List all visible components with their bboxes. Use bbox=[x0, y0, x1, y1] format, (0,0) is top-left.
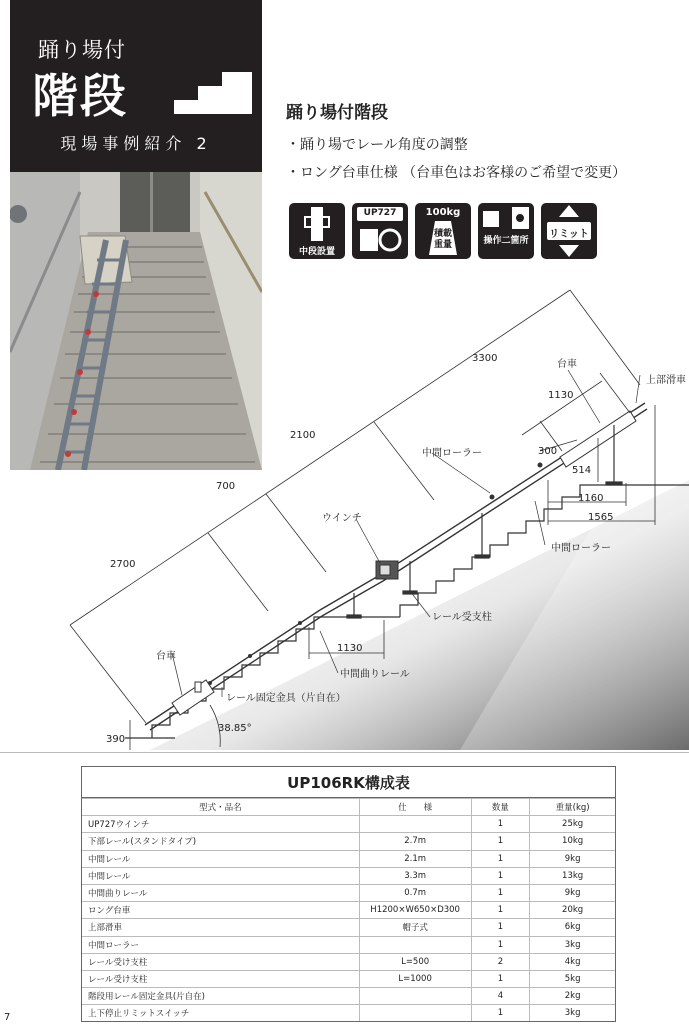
cell-qty: 1 bbox=[471, 919, 530, 936]
cell-name: レール受け支柱 bbox=[82, 953, 359, 970]
page-number: 7 bbox=[4, 1012, 11, 1023]
label-middle-curve-rail: 中間曲りレール bbox=[340, 669, 410, 680]
cell-weight: 25kg bbox=[530, 816, 615, 833]
cell-weight: 3kg bbox=[530, 1005, 615, 1022]
two-point-operation-icon bbox=[478, 203, 534, 259]
cell-weight: 3kg bbox=[530, 936, 615, 953]
cell-name: UP727ウインチ bbox=[82, 816, 359, 833]
dim-2100: 2100 bbox=[290, 430, 316, 441]
label-rail-clamp: レール固定金具（片自在） bbox=[226, 693, 346, 704]
cell-qty: 1 bbox=[471, 970, 530, 987]
icon-label: 操作二箇所 bbox=[483, 236, 529, 246]
label-cart-top: 台車 bbox=[557, 359, 577, 370]
label-middle-roller-top: 中間ローラー bbox=[422, 448, 482, 459]
cell-qty: 4 bbox=[471, 988, 530, 1005]
cell-spec: 2.7m bbox=[359, 833, 471, 850]
dim-1130-bottom: 1130 bbox=[337, 643, 363, 654]
col-header-spec: 仕 様 bbox=[359, 799, 471, 816]
cell-spec: 2.1m bbox=[359, 850, 471, 867]
cell-qty: 1 bbox=[471, 850, 530, 867]
table-row bbox=[82, 953, 615, 970]
cell-name: 中間曲りレール bbox=[82, 884, 359, 901]
table-row bbox=[82, 884, 615, 901]
winch-icon bbox=[352, 203, 408, 259]
installation-diagram bbox=[0, 275, 689, 752]
label-cart-bottom: 台車 bbox=[156, 651, 176, 662]
dim-3300: 3300 bbox=[472, 353, 498, 364]
dim-300: 300 bbox=[538, 446, 558, 457]
dim-2700: 2700 bbox=[110, 559, 136, 570]
cell-weight: 13kg bbox=[530, 867, 615, 884]
cell-spec: 帽子式 bbox=[359, 919, 471, 936]
icon-label: 積載重量 bbox=[433, 229, 452, 250]
header-title: 階段 bbox=[32, 69, 128, 123]
table-row bbox=[82, 988, 615, 1005]
angle-label: 38.85° bbox=[218, 723, 252, 734]
cell-weight: 20kg bbox=[530, 902, 615, 919]
cell-spec: 3.3m bbox=[359, 867, 471, 884]
dim-700: 700 bbox=[216, 481, 236, 492]
table-row bbox=[82, 833, 615, 850]
cell-qty: 1 bbox=[471, 833, 530, 850]
limit-switch-icon bbox=[541, 203, 597, 259]
dim-390: 390 bbox=[106, 734, 126, 745]
icon-label: 中段設置 bbox=[298, 247, 335, 257]
cell-weight: 6kg bbox=[530, 919, 615, 936]
table-header-row bbox=[82, 799, 615, 816]
cell-spec bbox=[359, 936, 471, 953]
cell-name: 階段用レール固定金具(片自在) bbox=[82, 988, 359, 1005]
cell-weight: 4kg bbox=[530, 953, 615, 970]
cell-name: 中間レール bbox=[82, 867, 359, 884]
table-row bbox=[82, 816, 615, 833]
cell-name: 中間レール bbox=[82, 850, 359, 867]
cell-qty: 2 bbox=[471, 953, 530, 970]
cell-name: 上下停止リミットスイッチ bbox=[82, 1005, 359, 1022]
winch bbox=[376, 561, 398, 579]
load-weight-icon bbox=[415, 203, 471, 259]
table-body bbox=[82, 816, 615, 1022]
icon-label: UP727 bbox=[363, 208, 397, 218]
mid-stage-icon bbox=[289, 203, 345, 259]
label-top-pulley: 上部滑車 bbox=[646, 375, 686, 386]
cell-qty: 1 bbox=[471, 816, 530, 833]
cell-weight: 2kg bbox=[530, 988, 615, 1005]
label-rail-support: レール受支柱 bbox=[432, 612, 492, 623]
label-middle-roller-bottom: 中間ローラー bbox=[551, 543, 611, 554]
header-subtitle: 踊り場付 bbox=[38, 38, 126, 62]
cell-name: 上部滑車 bbox=[82, 919, 359, 936]
dim-1160: 1160 bbox=[578, 493, 604, 504]
cell-qty: 1 bbox=[471, 902, 530, 919]
section-divider bbox=[0, 752, 689, 753]
table-row bbox=[82, 919, 615, 936]
col-header-weight: 重量(kg) bbox=[530, 799, 615, 816]
dim-1565: 1565 bbox=[588, 512, 614, 523]
table-row bbox=[82, 1005, 615, 1022]
cell-weight: 9kg bbox=[530, 884, 615, 901]
cell-qty: 1 bbox=[471, 867, 530, 884]
cell-qty: 1 bbox=[471, 884, 530, 901]
cell-spec bbox=[359, 816, 471, 833]
cell-name: ロング台車 bbox=[82, 902, 359, 919]
cell-spec: 0.7m bbox=[359, 884, 471, 901]
cell-spec bbox=[359, 988, 471, 1005]
cell-spec: L=1000 bbox=[359, 970, 471, 987]
cell-name: レール受け支柱 bbox=[82, 970, 359, 987]
composition-table bbox=[81, 766, 616, 1022]
main-title: 踊り場付階段 bbox=[286, 103, 388, 123]
cell-spec: H1200×W650×D300 bbox=[359, 902, 471, 919]
cell-spec: L=500 bbox=[359, 953, 471, 970]
cell-qty: 1 bbox=[471, 1005, 530, 1022]
header-caption: 現場事例紹介 2 bbox=[60, 134, 212, 153]
col-header-name: 型式・品名 bbox=[82, 799, 359, 816]
table-title: UP106RK構成表 bbox=[82, 767, 615, 798]
cell-qty: 1 bbox=[471, 936, 530, 953]
table-row bbox=[82, 902, 615, 919]
label-winch: ウインチ bbox=[322, 513, 362, 524]
table-row bbox=[82, 936, 615, 953]
feature-icons bbox=[289, 203, 597, 259]
stairs-icon bbox=[174, 70, 254, 116]
cell-name: 中間ローラー bbox=[82, 936, 359, 953]
feature-bullet: ・ロング台車仕様 （台車色はお客様のご希望で変更） bbox=[286, 165, 627, 181]
cell-name: 下部レール(スタンドタイプ) bbox=[82, 833, 359, 850]
table-row bbox=[82, 867, 615, 884]
icon-label: リミット bbox=[549, 229, 589, 240]
table-row bbox=[82, 970, 615, 987]
cart-lower bbox=[172, 680, 214, 715]
cell-weight: 10kg bbox=[530, 833, 615, 850]
col-header-qty: 数量 bbox=[471, 799, 530, 816]
cell-weight: 9kg bbox=[530, 850, 615, 867]
table-row bbox=[82, 850, 615, 867]
cell-spec bbox=[359, 1005, 471, 1022]
header-box bbox=[10, 0, 262, 172]
icon-label-weight: 100kg bbox=[425, 207, 461, 218]
dim-514: 514 bbox=[572, 465, 592, 476]
feature-bullet: ・踊り場でレール角度の調整 bbox=[286, 137, 468, 153]
cell-weight: 5kg bbox=[530, 970, 615, 987]
dim-1130-top: 1130 bbox=[548, 390, 574, 401]
